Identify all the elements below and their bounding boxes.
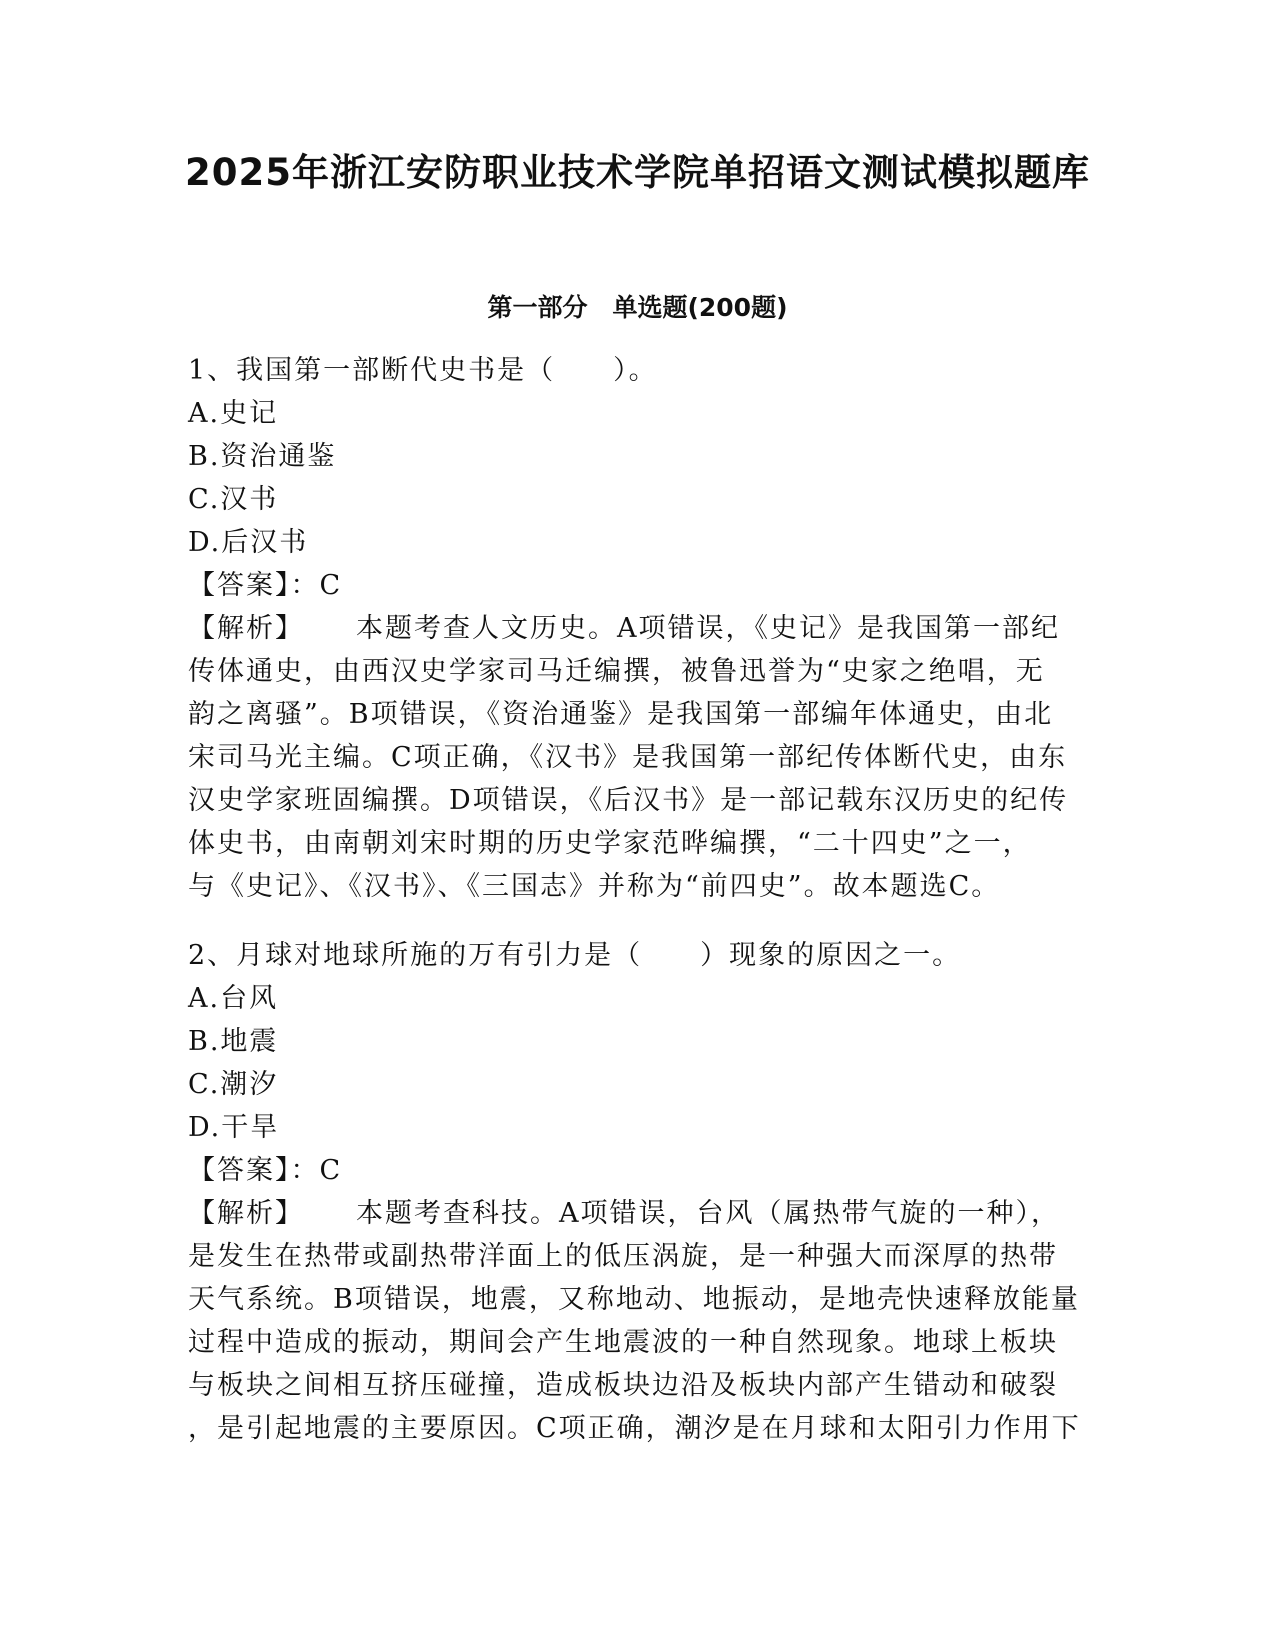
option-c: C.潮汐 xyxy=(188,1069,279,1100)
explanation-line-5: 与板块之间相互挤压碰撞，造成板块边沿及板块内部产生错动和破裂 xyxy=(188,1370,1058,1401)
explanation-text: 本题考查科技。A项错误，台风（属热带气旋的一种）， xyxy=(356,1198,1060,1229)
explanation-line-2: 传体通史，由西汉史学家司马迁编撰，被鲁迅誉为“史家之绝唱，无 xyxy=(188,656,1045,687)
option-c: C.汉书 xyxy=(188,484,279,515)
explanation-line-4: 宋司马光主编。C项正确，《汉书》是我国第一部纪传体断代史，由东 xyxy=(188,742,1068,773)
answer-line: 【答案】：C xyxy=(188,1155,343,1186)
explanation-label: 【解析】 xyxy=(188,1198,304,1229)
question-stem: 1、我国第一部断代史书是（ ）。 xyxy=(188,355,658,386)
explanation-label: 【解析】 xyxy=(188,613,304,644)
explanation-line-7: 与《史记》、《汉书》、《三国志》并称为“前四史”。故本题选C。 xyxy=(188,871,1001,902)
option-d: D.干旱 xyxy=(188,1112,280,1143)
explanation-line-4: 过程中造成的振动，期间会产生地震波的一种自然现象。地球上板块 xyxy=(188,1327,1058,1358)
option-d: D.后汉书 xyxy=(188,527,309,558)
question-2 xyxy=(188,934,1081,1450)
explanation-text: 本题考查人文历史。A项错误，《史记》是我国第一部纪 xyxy=(356,613,1060,644)
explanation xyxy=(188,1192,1081,1450)
option-b: B.地震 xyxy=(188,1026,279,1057)
explanation xyxy=(188,607,1078,908)
section-heading: 第一部分 单选题(200题) xyxy=(487,293,788,322)
explanation-line-2: 是发生在热带或副热带洋面上的低压涡旋，是一种强大而深厚的热带 xyxy=(188,1241,1058,1272)
explanation-line-6: ，是引起地震的主要原因。C项正确，潮汐是在月球和太阳引力作用下 xyxy=(188,1413,1081,1444)
option-b: B.资治通鉴 xyxy=(188,441,337,472)
explanation-line-1 xyxy=(188,607,1078,650)
option-a: A.史记 xyxy=(188,398,279,429)
answer-line: 【答案】：C xyxy=(188,570,343,601)
explanation-line-6: 体史书，由南朝刘宋时期的历史学家范晔编撰，“二十四史”之一， xyxy=(188,828,1032,859)
option-a: A.台风 xyxy=(188,983,279,1014)
explanation-line-1 xyxy=(188,1192,1078,1235)
explanation-line-3: 天气系统。B项错误，地震，又称地动、地振动，是地壳快速释放能量 xyxy=(188,1284,1080,1315)
explanation-line-3: 韵之离骚”。B项错误，《资治通鉴》是我国第一部编年体通史，由北 xyxy=(188,699,1054,730)
question-1 xyxy=(188,349,1078,908)
document-title: 2025年浙江安防职业技术学院单招语文测试模拟题库 xyxy=(185,151,1090,194)
explanation-line-5: 汉史学家班固编撰。D项错误，《后汉书》是一部记载东汉历史的纪传 xyxy=(188,785,1069,816)
question-stem: 2、月球对地球所施的万有引力是（ ）现象的原因之一。 xyxy=(188,940,962,971)
